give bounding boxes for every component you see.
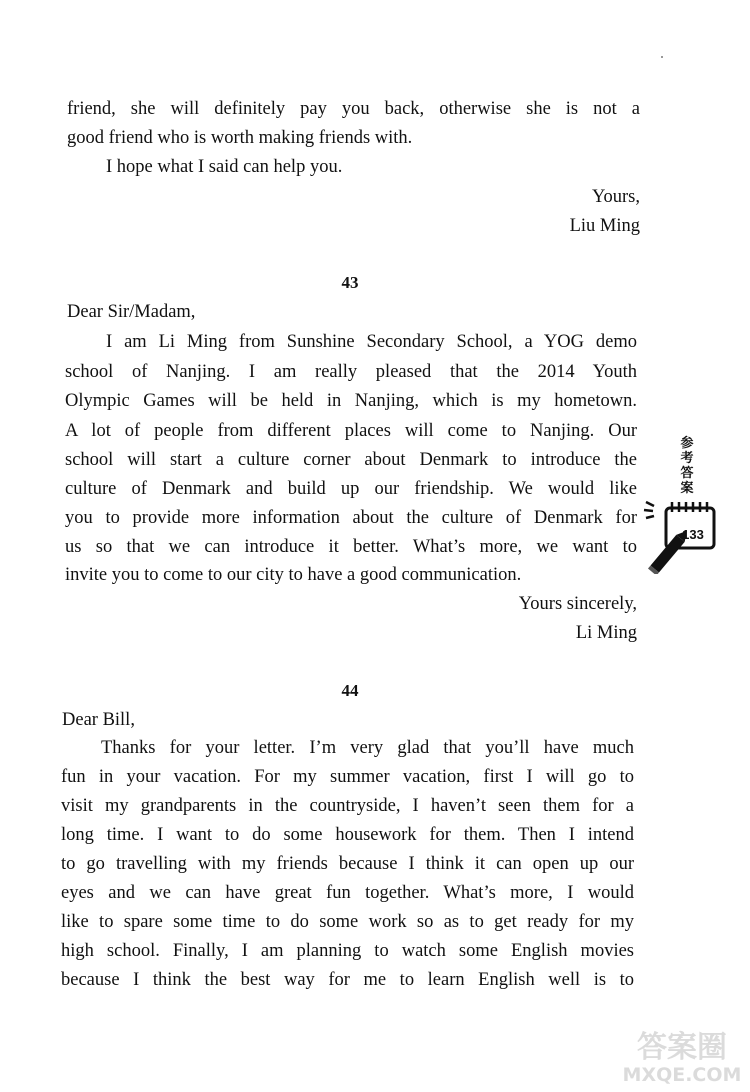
body-line: I am Li Ming from Sunshine Secondary School, a YOG demo	[106, 332, 637, 352]
closing: Yours sincerely,	[518, 594, 637, 614]
side-tab-char: 案	[680, 481, 694, 496]
signature: Li Ming	[575, 623, 637, 643]
body-line: good friend who is worth making friends with.	[67, 128, 413, 148]
item-number: 44	[341, 681, 359, 700]
body-line: invite you to come to our city to have a good communication.	[65, 565, 522, 585]
stray-mark	[661, 56, 663, 58]
closing: Yours,	[592, 187, 640, 207]
body-line: I hope what I said can help you.	[106, 157, 343, 177]
body-line: fun in your vacation. For my summer vacation, first I will go to	[61, 767, 634, 787]
body-line: Thanks for your letter. I’m very glad that you’ll have much	[101, 738, 634, 758]
body-line: A lot of people from different places will come to Nanjing. Our	[65, 421, 637, 441]
greeting: Dear Bill,	[62, 710, 135, 730]
body-line: visit my grandparents in the countryside, I haven’t seen them for a	[61, 796, 634, 816]
watermark-logo	[618, 1020, 746, 1088]
watermark-text: MXQE.COM	[622, 1064, 742, 1086]
side-tab-char: 考	[680, 451, 694, 466]
body-line: high school. Finally, I am planning to watch some English movies	[61, 941, 634, 961]
body-line: culture of Denmark and build up our friendship. We would like	[65, 479, 637, 499]
body-line: long time. I want to do some housework for them. Then I intend	[61, 825, 634, 845]
body-line: eyes and we can have great fun together. What’s more, I would	[61, 883, 634, 903]
body-line: us so that we can introduce it better. What’s more, we want to	[65, 537, 637, 557]
body-line: you to provide more information about the culture of Denmark for	[65, 508, 637, 528]
page-number: 133	[682, 527, 704, 542]
body-line: friend, she will definitely pay you back, otherwise she is not a	[67, 99, 640, 119]
watermark-top: 答案圈	[637, 1030, 727, 1065]
body-line: school of Nanjing. I am really pleased that the 2014 Youth	[65, 362, 637, 382]
side-tab-char: 答	[680, 466, 694, 481]
body-line: to go travelling with my friends because I think it can open up our	[61, 854, 634, 874]
body-line: because I think the best way for me to learn English well is to	[61, 970, 634, 990]
body-line: school will start a culture corner about Denmark to introduce the	[65, 450, 637, 470]
side-tab-char: 参	[680, 436, 694, 451]
side-tab-label	[676, 436, 698, 496]
body-line: like to spare some time to do some work so as to get ready for my	[61, 912, 634, 932]
body-line: Olympic Games will be held in Nanjing, which is my hometown.	[65, 391, 637, 411]
signature: Liu Ming	[569, 216, 640, 236]
greeting: Dear Sir/Madam,	[67, 302, 196, 322]
item-number: 43	[341, 273, 359, 292]
